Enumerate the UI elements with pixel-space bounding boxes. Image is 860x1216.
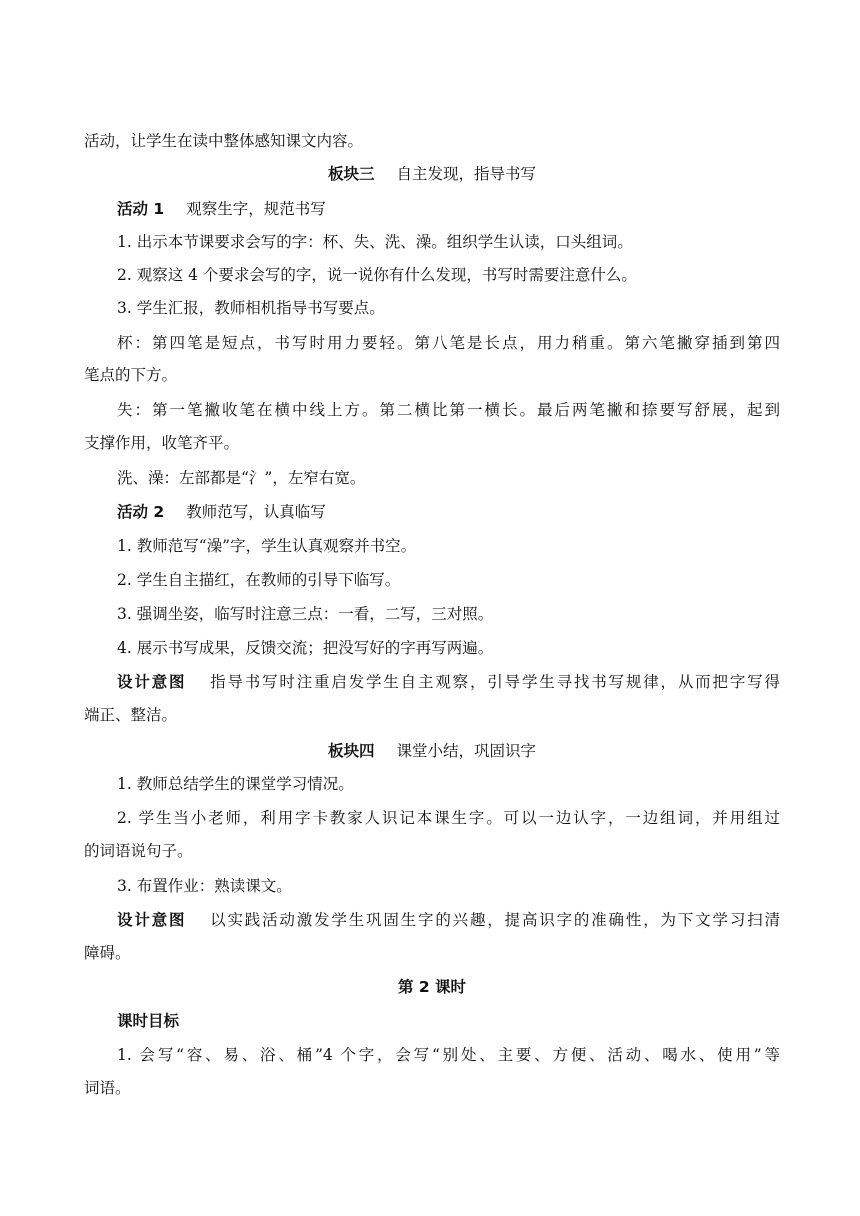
paragraph-line: 洗、澡：左部都是“氵”，左窄右宽。 xyxy=(117,469,366,487)
design-intent-text: 指导书写时注重启发学生自主观察，引导学生寻找书写规律，从而把字写得 xyxy=(208,673,780,691)
paragraph-continuation: 活动，让学生在读中整体感知课文内容。 xyxy=(84,132,364,150)
section-heading xyxy=(84,164,780,184)
list-item: 2. 学生自主描红，在教师的引导下临写。 xyxy=(117,571,401,589)
list-item: 3. 学生汇报，教师相机指导书写要点。 xyxy=(117,299,385,317)
objective-item-continuation: 词语。 xyxy=(84,1079,131,1097)
paragraph-line: 笔点的下方。 xyxy=(84,366,178,384)
list-item: 2. 观察这 4 个要求会写的字，说一说你有什么发现，书写时需要注意什么。 xyxy=(117,266,637,284)
paragraph-line: 失：第一笔撇收笔在横中线上方。第二横比第一横长。最后两笔撇和捺要写舒展，起到 xyxy=(117,401,780,419)
design-intent-text: 以实践活动激发学生巩固生字的兴趣，提高识字的准确性，为下文学习扫清 xyxy=(208,911,780,929)
design-intent-label: 设计意图 xyxy=(117,911,187,929)
activity-heading xyxy=(117,199,326,219)
list-item-continuation: 的词语说句子。 xyxy=(84,842,193,860)
activity-label: 活动 2 xyxy=(117,503,165,521)
objective-item: 1. 会写“容、易、浴、桶”4 个字，会写“别处、主要、方便、活动、喝水、使用”等 xyxy=(117,1046,780,1064)
activity-label: 活动 1 xyxy=(117,200,165,218)
list-item: 3. 强调坐姿，临写时注意三点：一看，二写，三对照。 xyxy=(117,605,494,623)
design-intent-continuation: 障碍。 xyxy=(84,944,131,962)
section-heading-title: 自主发现，指导书写 xyxy=(396,165,537,183)
list-item: 3. 布置作业：熟读课文。 xyxy=(117,877,292,895)
list-item: 1. 出示本节课要求会写的字：杯、失、洗、澡。组织学生认读，口头组词。 xyxy=(117,233,633,251)
paragraph-line: 杯：第四笔是短点，书写时用力要轻。第八笔是长点，用力稍重。第六笔撇穿插到第四 xyxy=(117,334,780,352)
section-heading-label: 板块三 xyxy=(327,165,375,183)
design-intent xyxy=(117,672,780,692)
section-heading-label: 板块四 xyxy=(327,742,375,760)
list-item: 1. 教师范写“澡”字，学生认真观察并书空。 xyxy=(117,537,417,555)
design-intent-continuation: 端正、整洁。 xyxy=(84,706,178,724)
list-item: 4. 展示书写成果，反馈交流；把没写好的字再写两遍。 xyxy=(117,639,494,657)
activity-title: 观察生字，规范书写 xyxy=(186,200,326,218)
list-item: 2. 学生当小老师，利用字卡教家人识记本课生字。可以一边认字，一边组词，并用组过 xyxy=(117,809,780,827)
design-intent-label: 设计意图 xyxy=(117,673,187,691)
activity-title: 教师范写，认真临写 xyxy=(186,503,326,521)
paragraph-line: 支撑作用，收笔齐平。 xyxy=(84,434,240,452)
design-intent xyxy=(117,910,780,930)
list-item: 1. 教师总结学生的课堂学习情况。 xyxy=(117,775,354,793)
objectives-heading: 课时目标 xyxy=(117,1012,180,1030)
section-heading xyxy=(84,741,780,761)
activity-heading xyxy=(117,502,326,522)
section-heading-title: 课堂小结，巩固识字 xyxy=(396,742,537,760)
lesson-heading: 第 2 课时 xyxy=(397,978,467,996)
